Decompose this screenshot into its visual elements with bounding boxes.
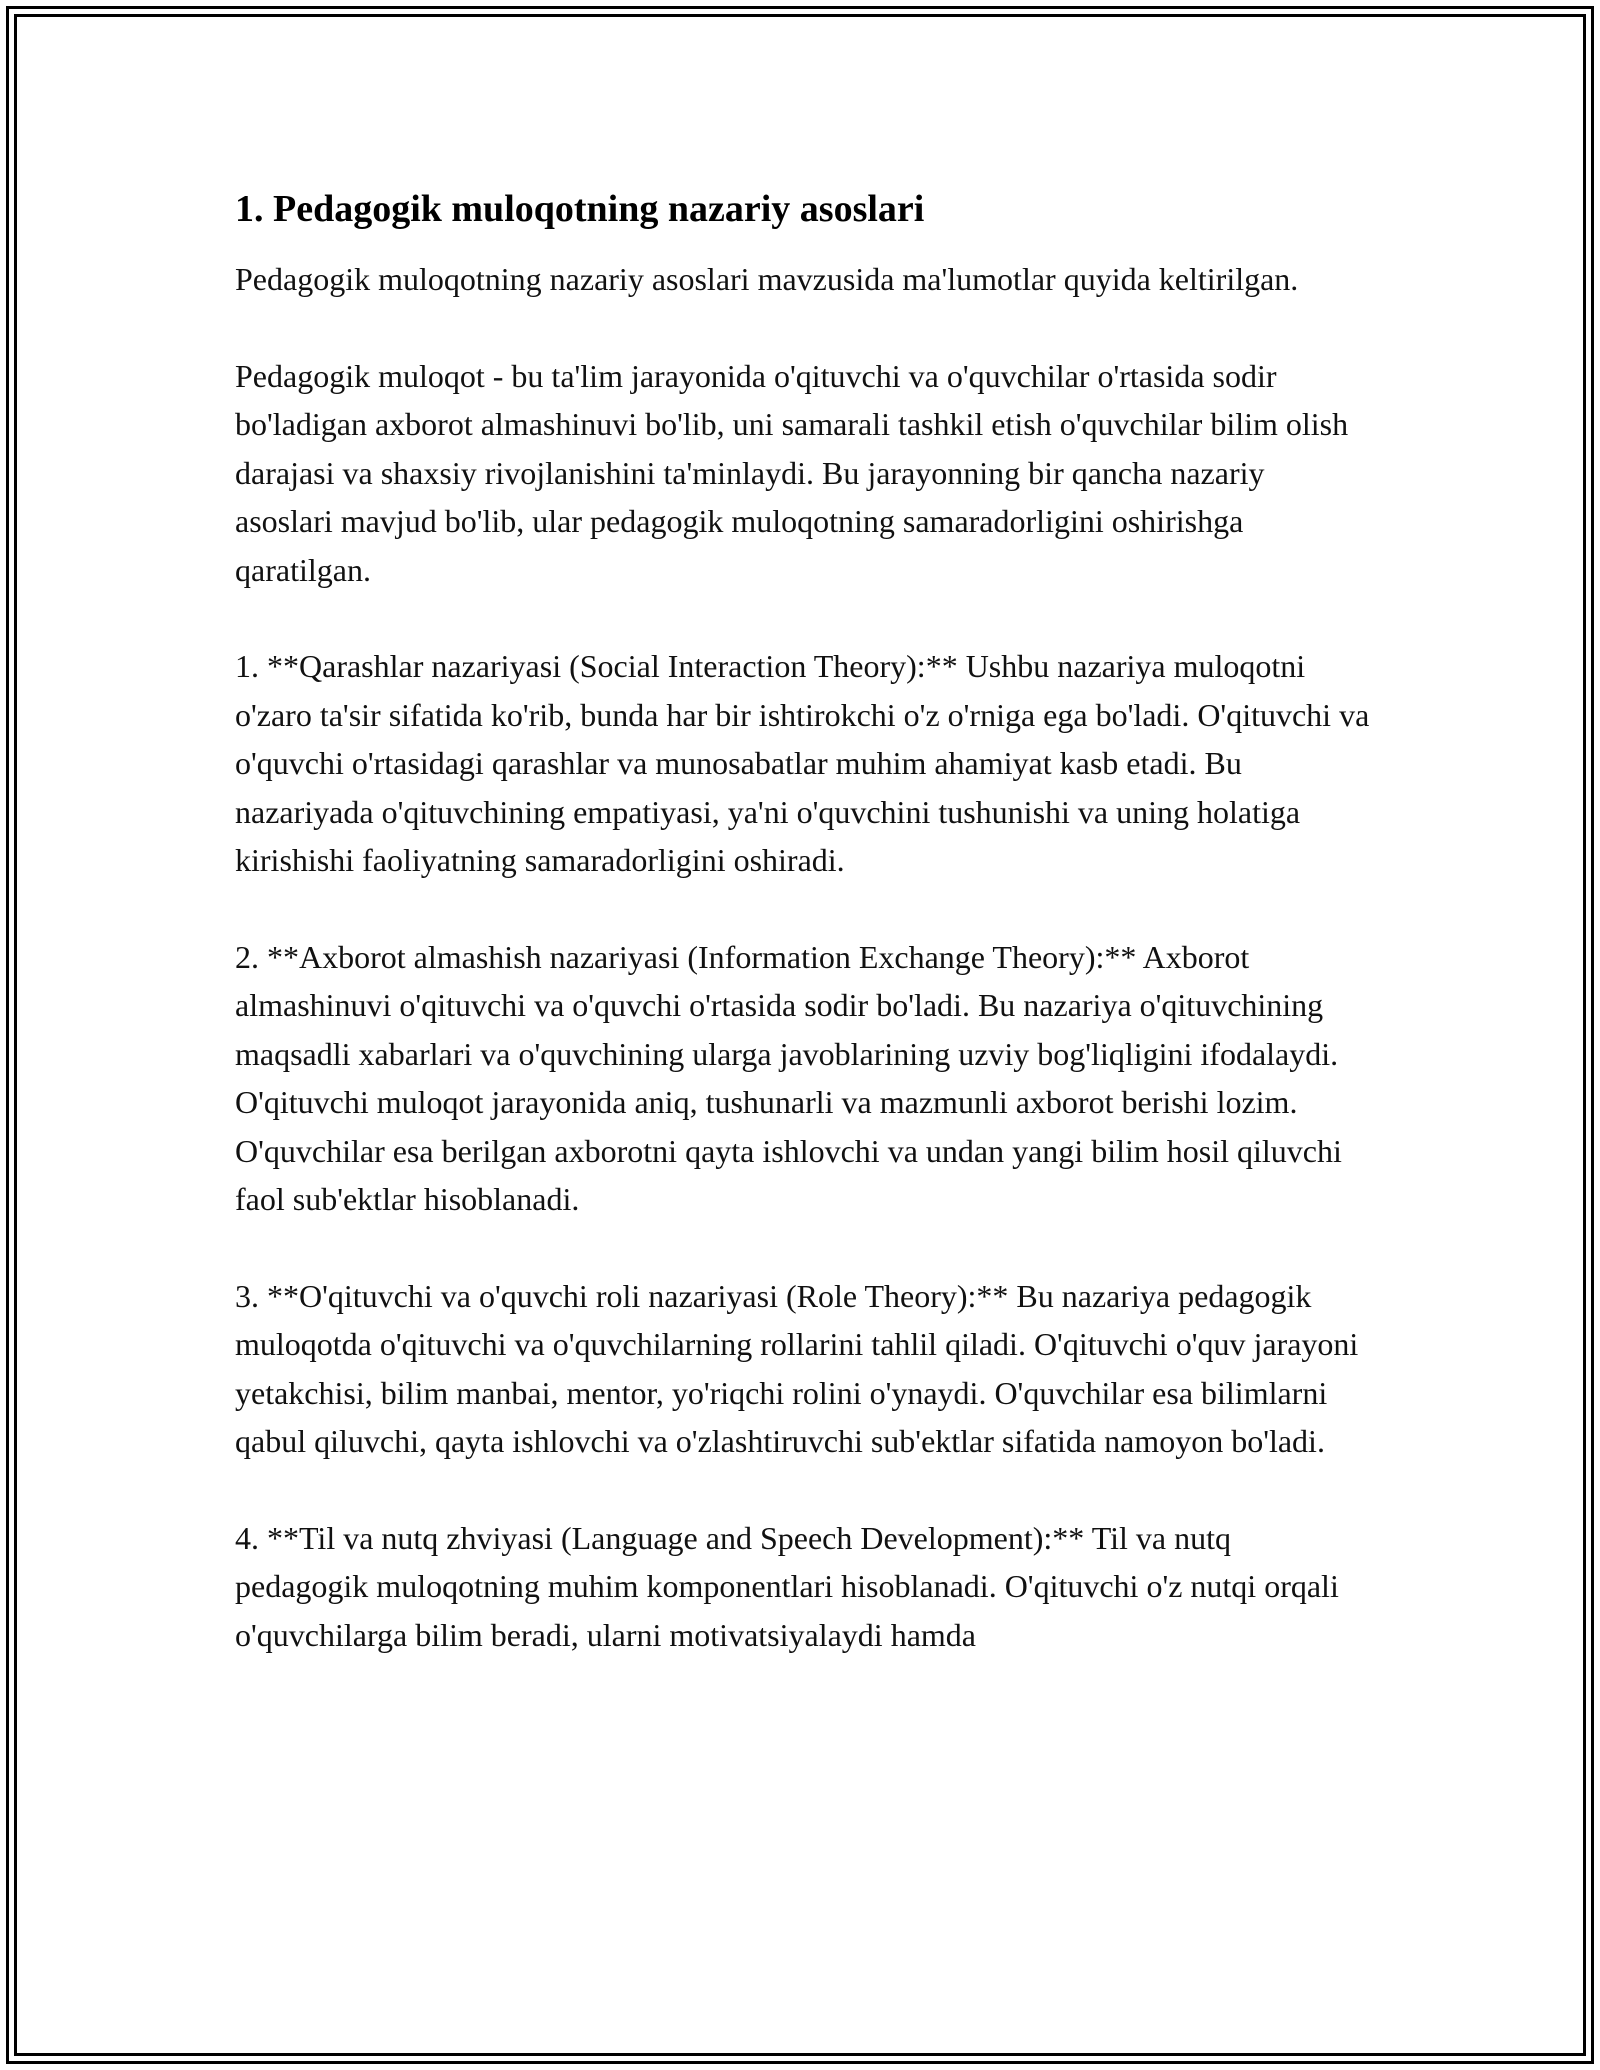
section-heading: 1. Pedagogik muloqotning nazariy asoslari <box>235 188 925 230</box>
theory-paragraph-social-interaction: 1. **Qarashlar nazariyasi (Social Interaction Theory):** Ushbu nazariya muloqotni o'zaro ta'sir sifatida ko'rib, bunda har bir ishtirokchi o'z o'rniga ega bo'ladi. O'qituvchi va o'quvchi o'rtasidagi qarashlar va munosabatlar muhim ahamiyat kasb etadi. Bu nazariyada o'qituvchining empatiyasi, ya'ni o'quvchini tushunishi va uning holatiga kirishishi faoliyatning samaradorligini oshiradi. <box>235 648 1370 878</box>
definition-paragraph: Pedagogik muloqot - bu ta'lim jarayonida o'qituvchi va o'quvchilar o'rtasida sodir bo'ladigan axborot almashinuvi bo'lib, uni samarali tashkil etish o'quvchilar bilim olish darajasi va shaxsiy rivojlanishini ta'minlaydi. Bu jarayonning bir qancha nazariy asoslari mavjud bo'lib, ular pedagogik muloqotning samaradorligini oshirishga qaratilgan. <box>235 357 1349 588</box>
theory-paragraph-information-exchange: 2. **Axborot almashish nazariyasi (Information Exchange Theory):** Axborot almashinuvi o'qituvchi va o'quvchi o'rtasida sodir bo'ladi. Bu nazariya o'qituvchining maqsadli xabarlari va o'quvchining ularga javoblarining uzviy bog'liqligini ifodalaydi. O'qituvchi muloqot jarayonida aniq, tushunarli va mazmunli axborot berishi lozim. O'quvchilar esa berilgan axborotni qayta ishlovchi va undan yangi bilim hosil qiluvchi faol sub'ektlar hisoblanadi. <box>235 938 1342 1217</box>
theory-paragraph-role: 3. **O'qituvchi va o'quvchi roli nazariyasi (Role Theory):** Bu nazariya pedagogik muloqotda o'qituvchi va o'quvchilarning rollarini tahlil qiladi. O'qituvchi o'quv jarayoni yetakchisi, bilim manbai, mentor, yo'riqchi rolini o'ynaydi. O'quvchilar esa bilimlarni qabul qiluvchi, qayta ishlovchi va o'zlashtiruvchi sub'ektlar sifatida namoyon bo'ladi. <box>235 1277 1359 1459</box>
document-body <box>235 185 1370 1707</box>
intro-paragraph: Pedagogik muloqotning nazariy asoslari mavzusida ma'lumotlar quyida keltirilgan. <box>235 261 1299 297</box>
theory-paragraph-language-speech: 4. **Til va nutq zhviyasi (Language and Speech Development):** Til va nutq pedagogik muloqotning muhim komponentlari hisoblanadi. O'qituvchi o'z nutqi orqali o'quvchilarga bilim beradi, ularni motivatsiyalaydi hamda <box>235 1519 1339 1653</box>
